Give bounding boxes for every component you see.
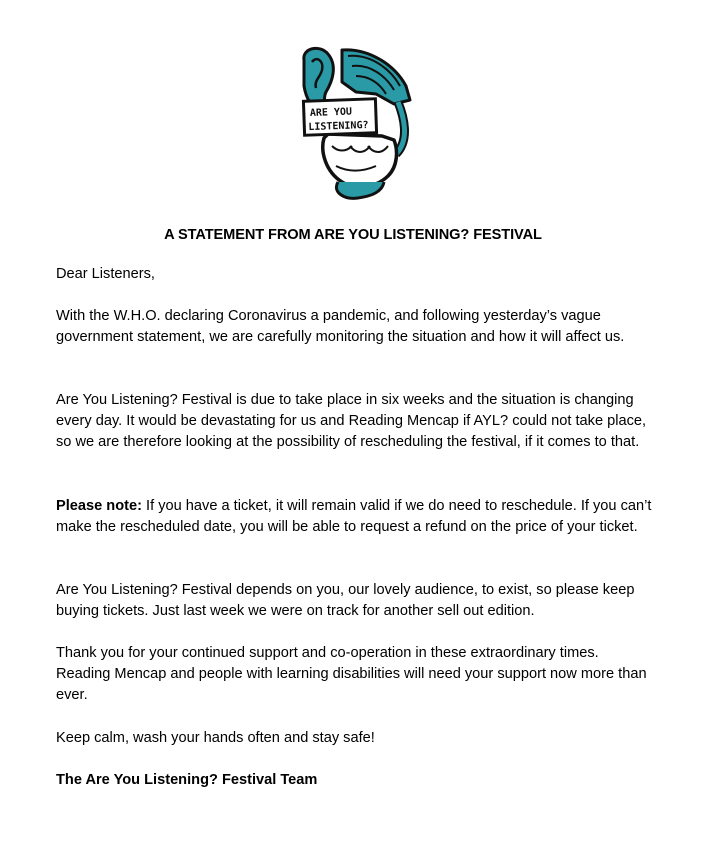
paragraph-rescheduling: Are You Listening? Festival is due to take place in six weeks and the situation is changing every day. It would be devastating for us and Reading Mencap if AYL? could not take place, so we are therefore looking at the possibility of rescheduling the festival, if it comes to that. [56,392,647,450]
greeting: Dear Listeners, [56,266,155,282]
paragraph-thank-you: Thank you for your continued support and co-operation in these extraordinary times. Reading Mencap and people with learning disabilities will need your support now more than ever. [56,645,647,703]
ear-trumpet-fist-icon [298,42,418,202]
page-title: A STATEMENT FROM ARE YOU LISTENING? FESTIVAL [164,227,542,243]
please-note-label: Please note: [56,498,142,514]
signature: The Are You Listening? Festival Team [56,772,318,788]
ticket-note-text: If you have a ticket, it will remain valid if we do need to reschedule. If you can’t make the rescheduled date, you will be able to request a refund on the price of your ticket. [56,498,652,535]
logo-text-line2: LISTENING? [308,120,369,134]
paragraph-ticket-note [56,496,656,538]
festival-logo [298,42,418,202]
paragraph-pandemic: With the W.H.O. declaring Coronavirus a pandemic, and following yesterday’s vague government statement, we are carefully monitoring the situation and how it will affect us. [56,308,625,345]
paragraph-keep-buying: Are You Listening? Festival depends on you, our lovely audience, to exist, so please keep buying tickets. Just last week we were on track for another sell out edition. [56,582,635,619]
paragraph-keep-calm: Keep calm, wash your hands often and stay safe! [56,730,375,746]
logo-text-line1: ARE YOU [309,106,353,120]
